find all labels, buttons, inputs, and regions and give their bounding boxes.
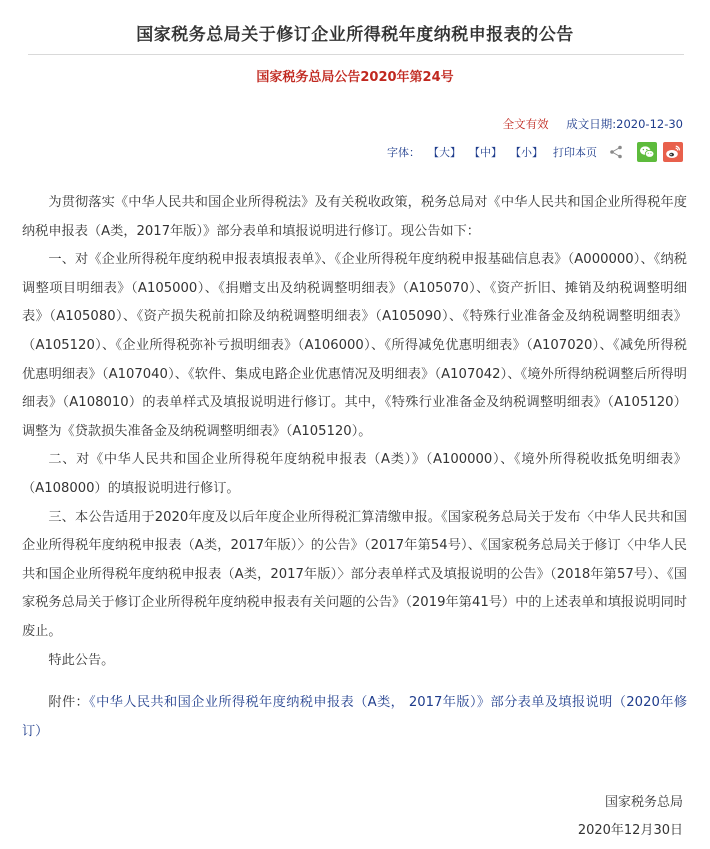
item-1-paragraph: 一、对《企业所得税年度纳税申报表填报表单》、《企业所得税年度纳税申报基础信息表》（A000000）、《纳税调整项目明细表》（A105000）、《捐赠支出及纳税调整明细表》（A105070）、《资产折旧、摊销及纳税调整明细表》（A105080）、《资产损失税前扣除及纳税调整明细表》（A105090）、《特殊行业准备金及纳税调整明细表》（A105120）、《企业所得税弥补亏损明细表》（A106000）、《所得减免优惠明细表》（A107020）、《减免所得税优惠明细表》（A107040）、《软件、集成电路企业优惠情况及明细表》（A107042）、《境外所得纳税调整后所得明细表》（A108010）的表单样式及填报说明进行修订。其中，《特殊行业准备金及纳税调整明细表》（A105120）调整为《贷款损失准备金及纳税调整明细表》（A105120）。 [22, 252, 687, 439]
document-meta [503, 116, 683, 132]
document-date: 成文日期:2020-12-30 [566, 117, 683, 131]
font-size-medium-button[interactable]: 【中】 [469, 146, 502, 159]
print-button[interactable]: 打印本页 [553, 146, 597, 159]
item-3-paragraph: 三、本公告适用于2020年度及以后年度企业所得税汇算清缴申报。《国家税务总局关于发布〈中华人民共和国企业所得税年度纳税申报表（A类，2017年版）〉的公告》（2017年第54号）、《国家税务总局关于修订〈中华人民共和国企业所得税年度纳税申报表（A类，2017年版）〉部分表单样式及填报说明的公告》（2018年第57号）、《国家税务总局关于修订企业所得税年度纳税申报表有关问题的公告》（2019年第41号）中的上述表单和填报说明同时废止。 [22, 509, 687, 639]
attachment-label: 附件： [48, 695, 90, 711]
signer: 国家税务总局 [604, 795, 683, 810]
page-title: 国家税务总局关于修订企业所得税年度纳税申报表的公告 [136, 25, 574, 45]
wechat-icon[interactable] [637, 142, 657, 162]
share-icon[interactable] [609, 145, 623, 159]
signature-date: 2020年12月30日 [577, 823, 683, 838]
font-size-label: 字体： [387, 146, 420, 159]
toolbar [387, 142, 683, 162]
document-number: 国家税务总局公告2020年第24号 [256, 70, 454, 85]
closing-paragraph: 特此公告。 [48, 652, 115, 668]
intro-paragraph: 为贯彻落实《中华人民共和国企业所得税法》及有关税收政策，税务总局对《中华人民共和国企业所得税年度纳税申报表（A类，2017年版）》部分表单和填报说明进行修订。现公告如下： [22, 195, 687, 239]
font-size-small-button[interactable]: 【小】 [510, 146, 543, 159]
validity-status: 全文有效 [502, 117, 549, 131]
weibo-icon[interactable] [663, 142, 683, 162]
item-2-paragraph: 二、对《中华人民共和国企业所得税年度纳税申报表（A类）》（A100000）、《境外所得税收抵免明细表》（A108000）的填报说明进行修订。 [22, 452, 687, 496]
title-divider [28, 54, 684, 55]
attachment-link[interactable]: 《中华人民共和国企业所得税年度纳税申报表（A类， 2017年版）》部分表单及填报说明（2020年修订） [22, 695, 688, 739]
font-size-large-button[interactable]: 【大】 [428, 146, 461, 159]
attachment-paragraph [22, 689, 687, 746]
announcement-body [22, 189, 687, 746]
